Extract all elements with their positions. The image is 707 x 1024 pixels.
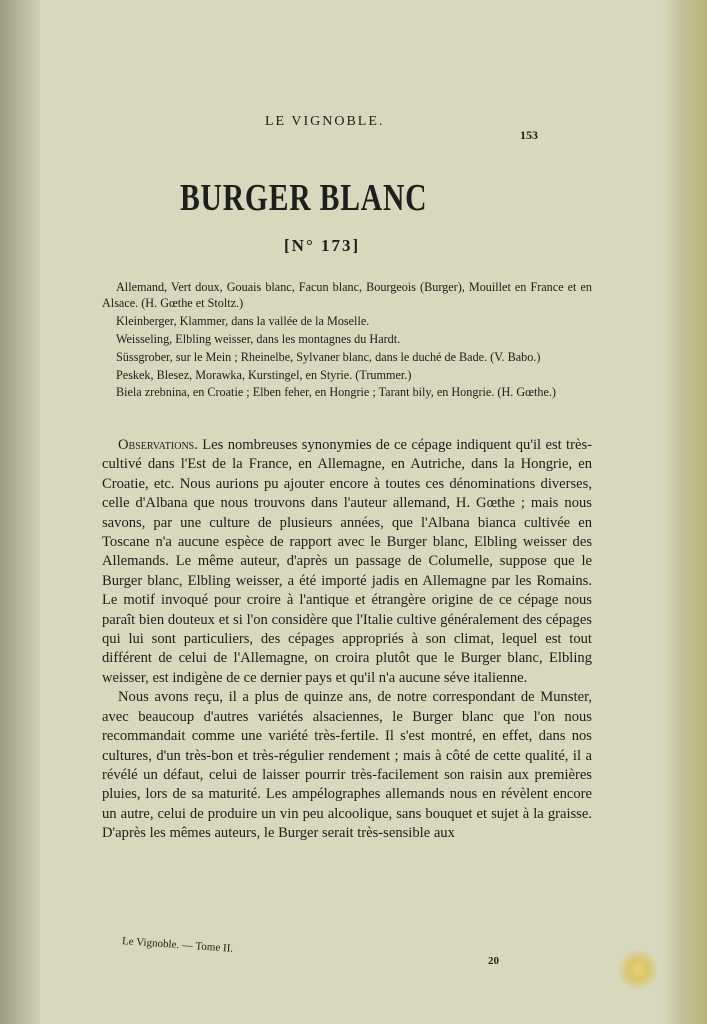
running-head: LE VIGNOBLE. (265, 114, 385, 129)
page-title: BURGER BLANC (180, 177, 428, 219)
page-number: 153 (520, 128, 538, 142)
entry-number: [N° 173] (284, 236, 361, 255)
corner-stain (618, 950, 658, 990)
observations-label: Observations. (118, 437, 198, 453)
body-text (102, 436, 592, 844)
synonym-entry: Peskek, Blesez, Morawka, Kurstingel, en Styrie. (Trummer.) (116, 367, 412, 382)
paragraph-1-text: Les nombreuses synonymies de ce cépage indiquent qu'il est très-cultivé dans l'Est de la France, en Allemagne, en Autriche, dans la Hongrie, en Croatie, etc. Nous aurions pu ajouter encore à toutes ces dénominations diverses, celle d'Albana que nous trouvons dans l'auteur allemand, H. Gœthe ; mais nous savons, par une culture de plusieurs années, que l'Albana bianca cultivée en Toscane n'a aucune espèce de rapport avec le Burger blanc, Elbling weisser des Allemands. Le même auteur, d'après un passage de Columelle, suppose que le Burger blanc, Elbling weisser, a été importé jadis en Allemagne par les Romains. Le motif invoqué pour croire à l'antique et étrangère origine de ce cépage nous paraît bien douteux et si l'on considère que l'Italie cultive généralement des cépages qui lui sont particuliers, des cépages appropriés à son climat, lequel est tout différent de celui de l'Allemagne, on croira plutôt que le Burger blanc, Elbling weisser, est indigène de ce dernier pays et qu'il n'a aucune séve italienne. (102, 437, 592, 686)
synonym-entry: Kleinberger, Klammer, dans la vallée de la Moselle. (116, 313, 370, 328)
paragraph-2: Nous avons reçu, il a plus de quinze ans, de notre correspondant de Munster, avec beaucoup d'autres variétés alsaciennes, le Burger blanc que l'on nous recommandait comme une variété très-fertile. Il s'est montré, en effet, dans nos cultures, d'un très-bon et très-régulier rendement ; mais à côté de cette qualité, il a révélé un défaut, celui de laisser pourrir très-facilement son raisin aux premières pluies, lors de sa maturité. Les ampélographes allemands nous en révèlent encore un autre, celui de produire un vin peu alcoolique, sans bouquet et sujet à la graisse. D'après les mêmes auteurs, le Burger serait très-sensible aux (102, 689, 592, 842)
synonym-entry: Allemand, Vert doux, Gouais blanc, Facun blanc, Bourgeois (Burger), Mouillet en France et en Alsace. (H. Gœthe et Stoltz.) (102, 280, 592, 310)
paragraph-observations (102, 436, 592, 688)
footer-sheet-number: 20 (488, 955, 499, 967)
synonym-entry: Süssgrober, sur le Mein ; Rheinelbe, Sylvaner blanc, dans le duché de Bade. (V. Babo.) (116, 349, 541, 364)
page-edges (663, 0, 707, 1024)
synonym-entry: Weisseling, Elbling weisser, dans les montagnes du Hardt. (116, 331, 401, 346)
footer-signature: Le Vignoble. — Tome II. (121, 935, 234, 955)
book-gutter (0, 0, 40, 1024)
synonyms-list (102, 280, 592, 403)
synonym-entry: Biela zrebnina, en Croatie ; Elben feher, en Hongrie ; Tarant bily, en Hongrie. (H. Gœthe.) (116, 385, 556, 400)
book-page (40, 0, 663, 1024)
